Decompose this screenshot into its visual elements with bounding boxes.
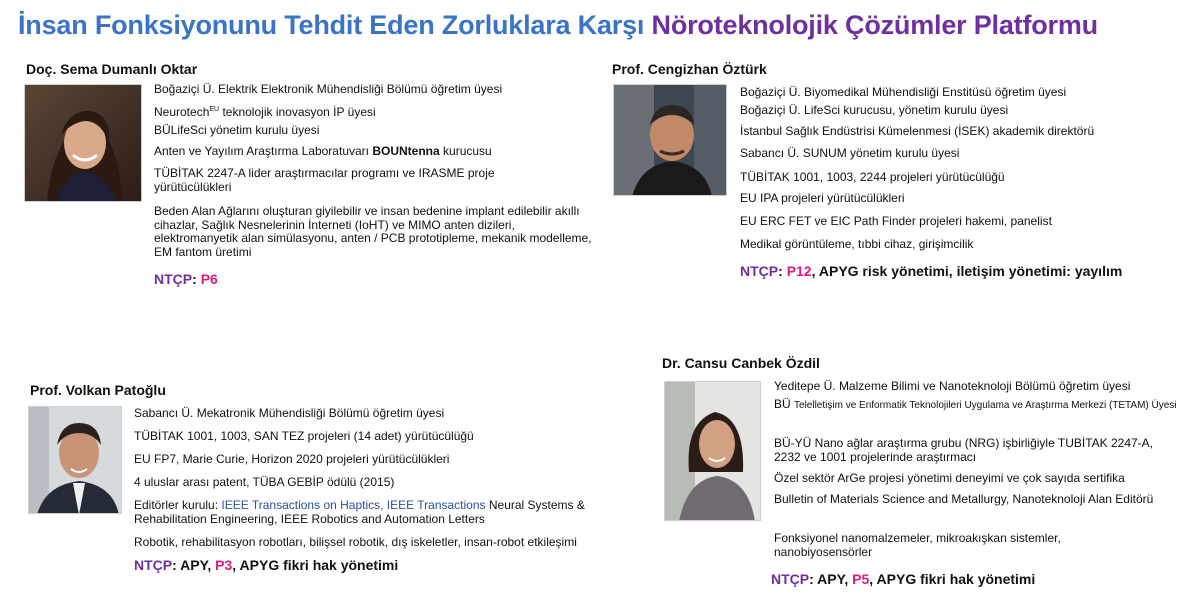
person-2-line-8: Medikal görüntüleme, tıbbi cihaz, girişimcilik — [740, 237, 974, 251]
portrait-icon — [614, 85, 727, 196]
person-1-line-4: Anten ve Yayılım Araştırma Laboratuvarı BOUNtenna kurucusu — [154, 144, 492, 158]
person-3-line-4: 4 uluslar arası patent, TÜBA GEBİP ödülü (2015) — [134, 475, 395, 489]
person-1-line-3: BÜLifeSci yönetim kurulu üyesi — [154, 123, 320, 137]
person-3-name: Prof. Volkan Patoğlu — [30, 382, 166, 398]
person-2-photo — [613, 84, 727, 196]
person-1-line-2: Neurotech$^{EU}$ teknolojik inovasyon İP üyesi — [154, 105, 376, 119]
person-3-line-5: Editörler kurulu: IEEE Transactions on Haptics, IEEE Transactions Neural Systems & Rehabilitation Engineering, IEEE Robotics and Automation Letters — [134, 498, 585, 526]
person-2-name: Prof. Cengizhan Öztürk — [612, 61, 767, 77]
person-2-line-5: TÜBİTAK 1001, 1003, 2244 projeleri yürütücülüğü — [740, 170, 1005, 184]
person-4-ntcp: NTÇP: APY, P5, APYG fikri hak yönetimi — [771, 571, 1036, 587]
person-1-ntcp: NTÇP: P6 — [154, 271, 218, 287]
person-2-line-2: Boğaziçi Ü. LifeSci kurucusu, yönetim kurulu üyesi — [740, 103, 1009, 117]
portrait-icon — [25, 85, 142, 202]
title-part-1: İnsan Fonksiyonunu Tehdit Eden Zorluklara Karşı — [18, 10, 645, 40]
portrait-icon — [29, 407, 122, 514]
person-3-line-1: Sabancı Ü. Mekatronik Mühendisliği Bölümü öğretim üyesi — [134, 406, 445, 420]
person-4-line-4: Özel sektör ArGe projesi yönetimi deneyimi ve çok sayıda sertifika — [774, 471, 1125, 485]
person-4-name: Dr. Cansu Canbek Özdil — [662, 355, 820, 371]
person-4-line-6: Fonksiyonel nanomalzemeler, mikroakışkan sistemler, nanobiyosensörler — [774, 531, 1061, 559]
portrait-icon — [665, 382, 761, 521]
person-3-photo — [28, 406, 122, 514]
person-4-line-5: Bulletin of Materials Science and Metallurgy, Nanoteknoloji Alan Editörü — [774, 492, 1154, 506]
page-title — [18, 10, 1198, 41]
person-1-photo — [24, 84, 142, 202]
person-3-ntcp: NTÇP: APY, P3, APYG fikri hak yönetimi — [134, 557, 399, 573]
person-1-line-5: TÜBİTAK 2247-A lider araştırmacılar programı ve IRASME proje yürütücülükleri — [154, 166, 495, 194]
person-4-photo — [664, 381, 761, 521]
person-2-line-3: İstanbul Sağlık Endüstrisi Kümelenmesi (İSEK) akademik direktörü — [740, 124, 1095, 138]
person-4-line-2: BÜ Telelletişim ve Enformatik Teknolojileri Uygulama ve Araştırma Merkezi (TETAM) Üyesi — [774, 397, 1177, 411]
person-2-ntcp: NTÇP: P12, APYG risk yönetimi, iletişim yönetimi: yayılım — [740, 263, 1123, 279]
person-2-line-7: EU ERC FET ve EIC Path Finder projeleri hakemi, panelist — [740, 214, 1052, 228]
person-2-line-6: EU IPA projeleri yürütücülükleri — [740, 191, 905, 205]
person-1-line-1: Boğaziçi Ü. Elektrik Elektronik Mühendisliği Bölümü öğretim üyesi — [154, 82, 503, 96]
person-2-line-4: Sabancı Ü. SUNUM yönetim kurulu üyesi — [740, 146, 960, 160]
person-3-line-2: TÜBİTAK 1001, 1003, SAN TEZ projeleri (14 adet) yürütücülüğü — [134, 429, 474, 443]
person-4-line-1: Yeditepe Ü. Malzeme Bilimi ve Nanoteknoloji Bölümü öğretim üyesi — [774, 379, 1131, 393]
title-part-2: Nöroteknolojik Çözümler Platformu — [651, 10, 1098, 40]
person-3-line-3: EU FP7, Marie Curie, Horizon 2020 projeleri yürütücülükleri — [134, 452, 450, 466]
person-4-line-3: BÜ-YÜ Nano ağlar araştırma grubu (NRG) işbirliğiyle TUBİTAK 2247-A, 2232 ve 1001 projelerinde araştırmacı — [774, 436, 1154, 464]
person-2-line-1: Boğaziçi Ü. Biyomedikal Mühendisliği Enstitüsü öğretim üyesi — [740, 85, 1067, 99]
person-1-line-6: Beden Alan Ağlarını oluşturan giyilebilir ve insan bedenine implant edilebilir akıllı cihazlar, Sağlık Nesnelerinin İnterneti (IoHT) ve MIMO anten dizileri, elektromanyetik alan simülasyonu, anten / PCB prototipleme, mekanik modelleme, EM fantom üretimi — [154, 204, 592, 259]
person-1-name: Doç. Sema Dumanlı Oktar — [26, 61, 198, 77]
person-3-line-6: Robotik, rehabilitasyon robotları, bilişsel robotik, dış iskeletler, insan-robot etkileşimi — [134, 535, 577, 549]
